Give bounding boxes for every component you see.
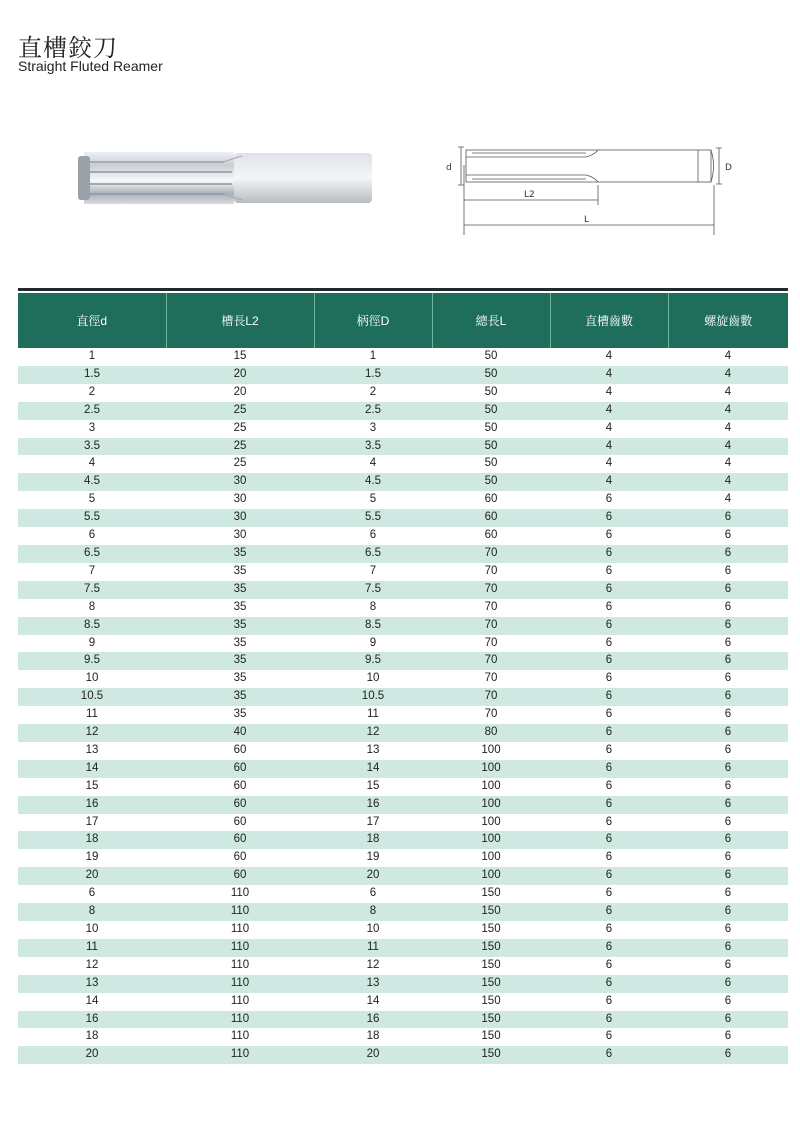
table-cell: 35 <box>166 599 314 617</box>
table-cell: 110 <box>166 885 314 903</box>
table-row <box>18 473 788 491</box>
table-cell: 110 <box>166 921 314 939</box>
table-cell: 35 <box>166 635 314 653</box>
label-L2: L2 <box>524 190 535 200</box>
column-header: 直徑d <box>18 293 166 348</box>
column-header: 螺旋齒數 <box>668 293 788 348</box>
table-cell: 18 <box>18 1028 166 1046</box>
table-cell: 6 <box>668 563 788 581</box>
table-cell: 6 <box>550 993 668 1011</box>
table-cell: 6 <box>550 527 668 545</box>
table-cell: 3 <box>314 420 432 438</box>
table-cell: 11 <box>18 706 166 724</box>
table-cell: 6 <box>550 706 668 724</box>
table-cell: 150 <box>432 885 550 903</box>
table-cell: 18 <box>314 831 432 849</box>
table-cell: 35 <box>166 617 314 635</box>
table-cell: 60 <box>432 491 550 509</box>
table-cell: 70 <box>432 670 550 688</box>
table-cell: 4 <box>668 473 788 491</box>
table-cell: 70 <box>432 652 550 670</box>
table-header-row <box>18 293 788 348</box>
table-cell: 6 <box>668 778 788 796</box>
table-cell: 15 <box>166 348 314 366</box>
table-cell: 6 <box>550 652 668 670</box>
table-cell: 6 <box>18 885 166 903</box>
table-cell: 6.5 <box>18 545 166 563</box>
table-cell: 10.5 <box>314 688 432 706</box>
table-cell: 6 <box>550 1046 668 1064</box>
table-cell: 60 <box>432 509 550 527</box>
column-header: 槽長L2 <box>166 293 314 348</box>
table-cell: 4 <box>668 455 788 473</box>
table-cell: 10 <box>18 921 166 939</box>
table-cell: 100 <box>432 796 550 814</box>
table-cell: 150 <box>432 921 550 939</box>
reamer-dimension-diagram <box>436 135 736 240</box>
table-cell: 6 <box>668 921 788 939</box>
table-row <box>18 760 788 778</box>
table-row <box>18 384 788 402</box>
table-cell: 110 <box>166 1028 314 1046</box>
table-row <box>18 420 788 438</box>
table-cell: 25 <box>166 438 314 456</box>
table-cell: 6 <box>550 617 668 635</box>
table-row <box>18 939 788 957</box>
table-cell: 8 <box>18 903 166 921</box>
table-row <box>18 814 788 832</box>
table-cell: 4 <box>18 455 166 473</box>
table-cell: 15 <box>314 778 432 796</box>
table-cell: 9 <box>18 635 166 653</box>
table-cell: 2.5 <box>314 402 432 420</box>
table-row <box>18 348 788 366</box>
table-cell: 50 <box>432 384 550 402</box>
table-cell: 6 <box>550 563 668 581</box>
table-cell: 25 <box>166 420 314 438</box>
table-cell: 150 <box>432 957 550 975</box>
table-cell: 2 <box>18 384 166 402</box>
table-cell: 4 <box>668 491 788 509</box>
table-row <box>18 724 788 742</box>
table-cell: 20 <box>18 867 166 885</box>
table-cell: 5.5 <box>18 509 166 527</box>
table-cell: 50 <box>432 348 550 366</box>
table-cell: 6 <box>550 903 668 921</box>
table-row <box>18 831 788 849</box>
table-cell: 110 <box>166 903 314 921</box>
table-cell: 6 <box>550 509 668 527</box>
table-cell: 4 <box>668 366 788 384</box>
table-cell: 11 <box>18 939 166 957</box>
table-cell: 12 <box>18 957 166 975</box>
table-cell: 15 <box>18 778 166 796</box>
table-row <box>18 921 788 939</box>
table-row <box>18 975 788 993</box>
table-cell: 150 <box>432 1011 550 1029</box>
table-cell: 100 <box>432 742 550 760</box>
table-cell: 6.5 <box>314 545 432 563</box>
table-cell: 5 <box>314 491 432 509</box>
table-row <box>18 670 788 688</box>
table-cell: 4 <box>550 420 668 438</box>
table-cell: 35 <box>166 688 314 706</box>
table-cell: 13 <box>18 975 166 993</box>
label-d: d <box>446 163 452 173</box>
table-cell: 7 <box>314 563 432 581</box>
column-header: 直槽齒數 <box>550 293 668 348</box>
table-cell: 25 <box>166 455 314 473</box>
table-cell: 60 <box>166 778 314 796</box>
table-cell: 110 <box>166 975 314 993</box>
table-cell: 100 <box>432 849 550 867</box>
table-cell: 4 <box>314 455 432 473</box>
table-cell: 10 <box>18 670 166 688</box>
table-cell: 150 <box>432 1046 550 1064</box>
table-cell: 13 <box>314 975 432 993</box>
table-cell: 18 <box>18 831 166 849</box>
table-cell: 6 <box>550 849 668 867</box>
label-L: L <box>584 215 590 225</box>
table-cell: 6 <box>668 939 788 957</box>
table-cell: 14 <box>314 993 432 1011</box>
table-row <box>18 635 788 653</box>
table-cell: 60 <box>166 831 314 849</box>
table-cell: 9.5 <box>314 652 432 670</box>
table-top-rule <box>18 288 788 291</box>
table-row <box>18 455 788 473</box>
table-cell: 7.5 <box>314 581 432 599</box>
table-cell: 6 <box>550 814 668 832</box>
table-cell: 4 <box>668 438 788 456</box>
table-cell: 35 <box>166 563 314 581</box>
table-cell: 50 <box>432 455 550 473</box>
table-cell: 30 <box>166 527 314 545</box>
table-cell: 9 <box>314 635 432 653</box>
table-cell: 1.5 <box>314 366 432 384</box>
table-cell: 17 <box>314 814 432 832</box>
table-cell: 6 <box>668 724 788 742</box>
table-cell: 16 <box>18 1011 166 1029</box>
table-cell: 4 <box>550 473 668 491</box>
table-cell: 30 <box>166 473 314 491</box>
table-cell: 6 <box>550 581 668 599</box>
table-cell: 100 <box>432 867 550 885</box>
table-row <box>18 617 788 635</box>
table-cell: 6 <box>668 545 788 563</box>
table-row <box>18 688 788 706</box>
table-cell: 12 <box>18 724 166 742</box>
table-cell: 150 <box>432 1028 550 1046</box>
table-cell: 35 <box>166 652 314 670</box>
table-cell: 25 <box>166 402 314 420</box>
table-cell: 110 <box>166 957 314 975</box>
table-cell: 6 <box>550 831 668 849</box>
table-cell: 6 <box>668 867 788 885</box>
table-row <box>18 903 788 921</box>
table-cell: 6 <box>668 796 788 814</box>
table-cell: 6 <box>550 1028 668 1046</box>
table-cell: 6 <box>550 545 668 563</box>
table-cell: 19 <box>314 849 432 867</box>
table-cell: 4 <box>550 384 668 402</box>
table-cell: 3.5 <box>314 438 432 456</box>
table-row <box>18 849 788 867</box>
table-cell: 6 <box>668 957 788 975</box>
specification-table <box>18 293 788 1064</box>
table-cell: 50 <box>432 366 550 384</box>
table-cell: 4 <box>550 402 668 420</box>
table-cell: 20 <box>166 366 314 384</box>
reamer-photo <box>74 148 376 208</box>
table-cell: 110 <box>166 1011 314 1029</box>
table-row <box>18 1046 788 1064</box>
table-cell: 8 <box>18 599 166 617</box>
table-cell: 70 <box>432 635 550 653</box>
table-cell: 12 <box>314 957 432 975</box>
table-cell: 10.5 <box>18 688 166 706</box>
table-cell: 6 <box>668 1011 788 1029</box>
table-cell: 16 <box>18 796 166 814</box>
table-cell: 30 <box>166 491 314 509</box>
page-title-chinese: 直槽鉸刀 <box>18 34 118 62</box>
table-cell: 8 <box>314 599 432 617</box>
table-cell: 110 <box>166 939 314 957</box>
table-cell: 6 <box>550 760 668 778</box>
table-row <box>18 402 788 420</box>
table-cell: 70 <box>432 599 550 617</box>
table-cell: 20 <box>166 384 314 402</box>
table-cell: 110 <box>166 1046 314 1064</box>
table-cell: 70 <box>432 563 550 581</box>
table-cell: 4.5 <box>314 473 432 491</box>
table-cell: 80 <box>432 724 550 742</box>
table-cell: 60 <box>166 760 314 778</box>
table-cell: 12 <box>314 724 432 742</box>
table-cell: 8.5 <box>18 617 166 635</box>
table-cell: 4 <box>668 402 788 420</box>
table-cell: 4 <box>668 420 788 438</box>
table-cell: 1 <box>18 348 166 366</box>
table-cell: 70 <box>432 688 550 706</box>
table-cell: 50 <box>432 420 550 438</box>
table-cell: 6 <box>550 778 668 796</box>
table-cell: 6 <box>550 939 668 957</box>
table-cell: 100 <box>432 760 550 778</box>
table-cell: 35 <box>166 670 314 688</box>
table-cell: 6 <box>550 1011 668 1029</box>
table-cell: 6 <box>668 885 788 903</box>
table-cell: 150 <box>432 939 550 957</box>
table-cell: 13 <box>18 742 166 760</box>
table-cell: 150 <box>432 975 550 993</box>
table-cell: 6 <box>550 957 668 975</box>
table-row <box>18 563 788 581</box>
table-cell: 1.5 <box>18 366 166 384</box>
table-cell: 100 <box>432 831 550 849</box>
page-title-english: Straight Fluted Reamer <box>18 58 163 74</box>
table-row <box>18 993 788 1011</box>
table-cell: 20 <box>314 867 432 885</box>
table-cell: 16 <box>314 1011 432 1029</box>
table-row <box>18 1028 788 1046</box>
table-cell: 9.5 <box>18 652 166 670</box>
table-cell: 5 <box>18 491 166 509</box>
table-cell: 6 <box>668 617 788 635</box>
table-row <box>18 545 788 563</box>
table-cell: 11 <box>314 939 432 957</box>
table-cell: 7.5 <box>18 581 166 599</box>
table-row <box>18 509 788 527</box>
table-cell: 20 <box>314 1046 432 1064</box>
table-cell: 8.5 <box>314 617 432 635</box>
table-cell: 3 <box>18 420 166 438</box>
table-cell: 14 <box>314 760 432 778</box>
table-cell: 1 <box>314 348 432 366</box>
table-cell: 30 <box>166 509 314 527</box>
table-cell: 6 <box>550 796 668 814</box>
table-cell: 6 <box>668 831 788 849</box>
table-row <box>18 778 788 796</box>
table-row <box>18 599 788 617</box>
table-cell: 6 <box>668 849 788 867</box>
column-header: 總長L <box>432 293 550 348</box>
table-cell: 6 <box>668 706 788 724</box>
table-cell: 2.5 <box>18 402 166 420</box>
table-cell: 6 <box>550 921 668 939</box>
table-cell: 100 <box>432 778 550 796</box>
table-cell: 60 <box>166 796 314 814</box>
table-row <box>18 366 788 384</box>
table-cell: 6 <box>668 527 788 545</box>
table-cell: 6 <box>668 599 788 617</box>
table-cell: 6 <box>550 975 668 993</box>
table-cell: 35 <box>166 581 314 599</box>
table-cell: 6 <box>668 993 788 1011</box>
table-cell: 5.5 <box>314 509 432 527</box>
table-cell: 2 <box>314 384 432 402</box>
table-cell: 11 <box>314 706 432 724</box>
table-cell: 6 <box>668 509 788 527</box>
table-cell: 70 <box>432 581 550 599</box>
label-D: D <box>725 163 732 173</box>
table-cell: 3.5 <box>18 438 166 456</box>
table-cell: 6 <box>668 581 788 599</box>
table-cell: 60 <box>166 849 314 867</box>
table-row <box>18 491 788 509</box>
table-cell: 16 <box>314 796 432 814</box>
table-row <box>18 957 788 975</box>
table-row <box>18 796 788 814</box>
table-cell: 6 <box>668 1028 788 1046</box>
table-row <box>18 867 788 885</box>
table-cell: 150 <box>432 903 550 921</box>
table-cell: 100 <box>432 814 550 832</box>
table-cell: 10 <box>314 921 432 939</box>
table-cell: 6 <box>550 885 668 903</box>
table-cell: 50 <box>432 402 550 420</box>
table-cell: 70 <box>432 617 550 635</box>
table-row <box>18 438 788 456</box>
table-cell: 6 <box>314 527 432 545</box>
table-cell: 70 <box>432 545 550 563</box>
table-row <box>18 527 788 545</box>
column-header: 柄徑D <box>314 293 432 348</box>
table-cell: 6 <box>550 867 668 885</box>
table-cell: 35 <box>166 706 314 724</box>
table-cell: 6 <box>18 527 166 545</box>
table-cell: 14 <box>18 760 166 778</box>
table-cell: 6 <box>668 1046 788 1064</box>
table-cell: 6 <box>668 814 788 832</box>
table-cell: 60 <box>432 527 550 545</box>
table-cell: 19 <box>18 849 166 867</box>
table-cell: 6 <box>550 491 668 509</box>
table-cell: 10 <box>314 670 432 688</box>
table-cell: 4 <box>550 366 668 384</box>
table-row <box>18 652 788 670</box>
table-cell: 4 <box>550 438 668 456</box>
table-cell: 70 <box>432 706 550 724</box>
table-cell: 6 <box>550 670 668 688</box>
table-cell: 60 <box>166 814 314 832</box>
table-cell: 17 <box>18 814 166 832</box>
table-cell: 35 <box>166 545 314 563</box>
table-cell: 6 <box>550 635 668 653</box>
table-cell: 4 <box>550 348 668 366</box>
table-cell: 6 <box>668 688 788 706</box>
table-cell: 6 <box>668 742 788 760</box>
table-cell: 60 <box>166 742 314 760</box>
table-cell: 6 <box>668 652 788 670</box>
table-cell: 6 <box>550 724 668 742</box>
table-row <box>18 1011 788 1029</box>
table-cell: 50 <box>432 473 550 491</box>
table-cell: 6 <box>668 903 788 921</box>
table-row <box>18 706 788 724</box>
table-cell: 4.5 <box>18 473 166 491</box>
table-cell: 18 <box>314 1028 432 1046</box>
table-cell: 50 <box>432 438 550 456</box>
table-cell: 6 <box>550 688 668 706</box>
table-row <box>18 742 788 760</box>
table-cell: 6 <box>668 670 788 688</box>
table-cell: 8 <box>314 903 432 921</box>
table-cell: 150 <box>432 993 550 1011</box>
table-cell: 60 <box>166 867 314 885</box>
table-cell: 6 <box>668 975 788 993</box>
table-row <box>18 885 788 903</box>
table-cell: 13 <box>314 742 432 760</box>
table-cell: 6 <box>668 760 788 778</box>
table-cell: 6 <box>668 635 788 653</box>
table-cell: 4 <box>550 455 668 473</box>
table-cell: 14 <box>18 993 166 1011</box>
table-row <box>18 581 788 599</box>
table-cell: 7 <box>18 563 166 581</box>
table-cell: 20 <box>18 1046 166 1064</box>
table-cell: 6 <box>314 885 432 903</box>
table-cell: 4 <box>668 348 788 366</box>
table-cell: 40 <box>166 724 314 742</box>
table-cell: 4 <box>668 384 788 402</box>
table-cell: 6 <box>550 742 668 760</box>
table-cell: 6 <box>550 599 668 617</box>
table-cell: 110 <box>166 993 314 1011</box>
